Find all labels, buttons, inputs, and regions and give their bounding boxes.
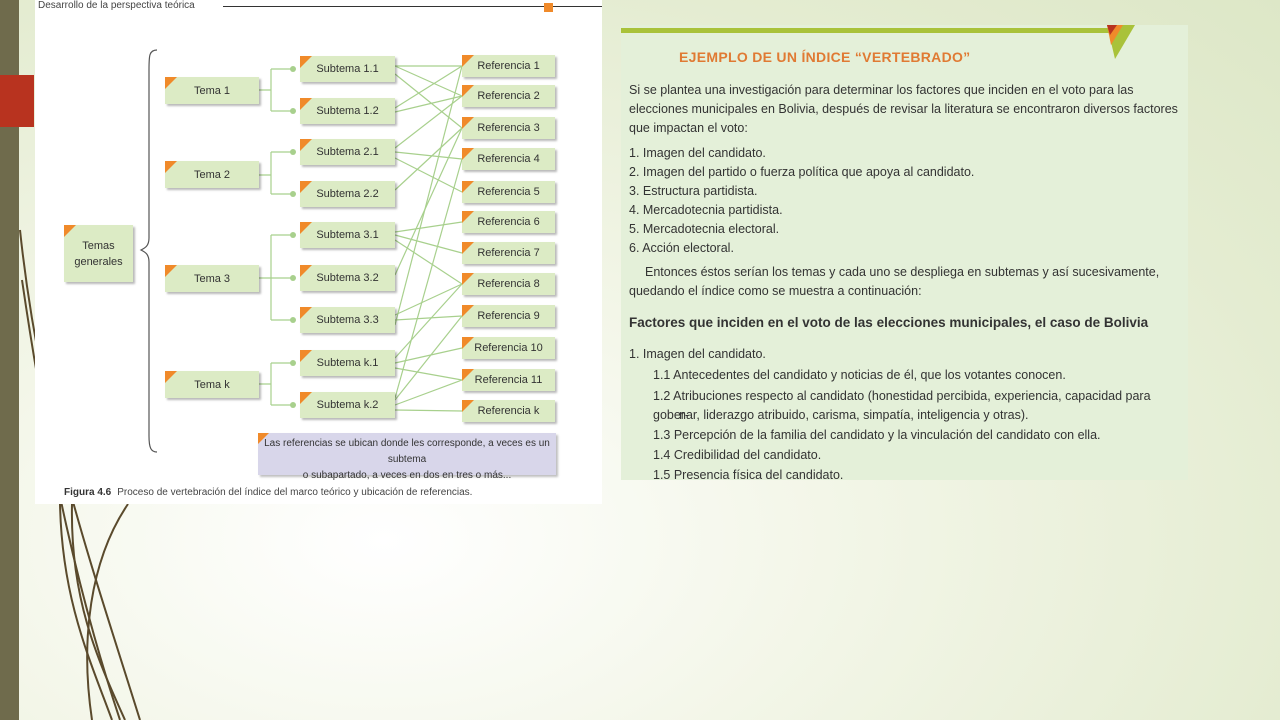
index-sub-item: 1.4 Credibilidad del candidato. (653, 448, 822, 462)
tema-box: Tema k (165, 371, 259, 398)
caption-label: Figura 4.6 (64, 487, 112, 498)
tema-box: Tema 1 (165, 77, 259, 104)
referencia-box: Referencia 9 (462, 305, 555, 327)
root-box: Temas generales (64, 225, 133, 282)
subtema-box: Subtema 1.1 (300, 56, 395, 82)
factor-item: 1. Imagen del candidato. (629, 146, 766, 160)
panel-corner-ornament (1107, 25, 1141, 61)
figure-vertebracion (35, 0, 602, 504)
subtema-box: Subtema 2.1 (300, 139, 395, 165)
referencia-box: Referencia 11 (462, 369, 555, 391)
referencia-box: Referencia 8 (462, 273, 555, 295)
panel-title: EJEMPLO DE UN ÍNDICE “VERTEBRADO” (679, 49, 971, 65)
caption-text: Proceso de vertebración del índice del marco teórico y ubicación de referencias. (117, 487, 473, 498)
referencia-box: Referencia 4 (462, 148, 555, 170)
factor-item: 2. Imagen del partido o fuerza política que apoya al candidato. (629, 165, 975, 179)
factor-item: 5. Mercadotecnia electoral. (629, 222, 780, 236)
referencia-box: Referencia 7 (462, 242, 555, 264)
panel-top-rule (621, 28, 1113, 33)
referencia-box: Referencia 10 (462, 337, 555, 359)
index-sub-item: 1.1 Antecedentes del candidato y noticias de él, que los votantes conocen. (653, 368, 1066, 382)
referencia-box: Referencia 2 (462, 85, 555, 107)
index-sub-item: 1.3 Percepción de la familia del candidato y la vinculación del candidato con ella. (653, 428, 1101, 442)
subtema-box: Subtema k.1 (300, 350, 395, 376)
factor-item: 6. Acción electoral. (629, 241, 734, 255)
tema-box: Tema 2 (165, 161, 259, 188)
referencia-box: Referencia k (462, 400, 555, 422)
index-item: 1. Imagen del candidato. (629, 347, 766, 361)
subtema-box: Subtema 2.2 (300, 181, 395, 207)
figure-header: Desarrollo de la perspectiva teórica (38, 0, 195, 11)
subtema-box: Subtema 3.1 (300, 222, 395, 248)
references-callout: Las referencias se ubican donde les corresponde, a veces es un subtema o subapartado, a veces en dos en tres o más... (258, 433, 556, 475)
index-sub-item-continuation: nar, liderazgo atribuido, carisma, simpatía, inteligencia y otras). (679, 408, 1029, 422)
index-sub-item: 1.5 Presencia física del candidato. (653, 468, 844, 480)
figure-caption (64, 487, 472, 498)
referencia-box: Referencia 5 (462, 181, 555, 203)
referencia-box: Referencia 6 (462, 211, 555, 233)
factor-item: 4. Mercadotecnia partidista. (629, 203, 783, 217)
intro-paragraph: Si se plantea una investigación para determinar los factores que inciden en el voto para las elecciones municipales en Bolivia, después de revisar la literatura se encontraron diversos factores que impactan el voto: (629, 83, 1178, 135)
index-sub-item: 1.2 Atribuciones respecto al candidato (honestidad percibida, experiencia, capacidad para gober- (653, 389, 1151, 422)
tema-box: Tema 3 (165, 265, 259, 292)
subtema-box: Subtema 3.3 (300, 307, 395, 333)
example-panel (621, 25, 1188, 480)
factor-item: 3. Estructura partidista. (629, 184, 758, 198)
subtema-box: Subtema k.2 (300, 392, 395, 418)
referencia-box: Referencia 3 (462, 117, 555, 139)
index-title: Factores que inciden en el voto de las elecciones municipales, el caso de Bolivia (629, 315, 1149, 330)
followup-paragraph: Entonces éstos serían los temas y cada uno se despliega en subtemas y así sucesivamente, quedando el índice como se muestra a continuación: (629, 265, 1160, 298)
subtema-box: Subtema 3.2 (300, 265, 395, 291)
subtema-box: Subtema 1.2 (300, 98, 395, 124)
referencia-box: Referencia 1 (462, 55, 555, 77)
